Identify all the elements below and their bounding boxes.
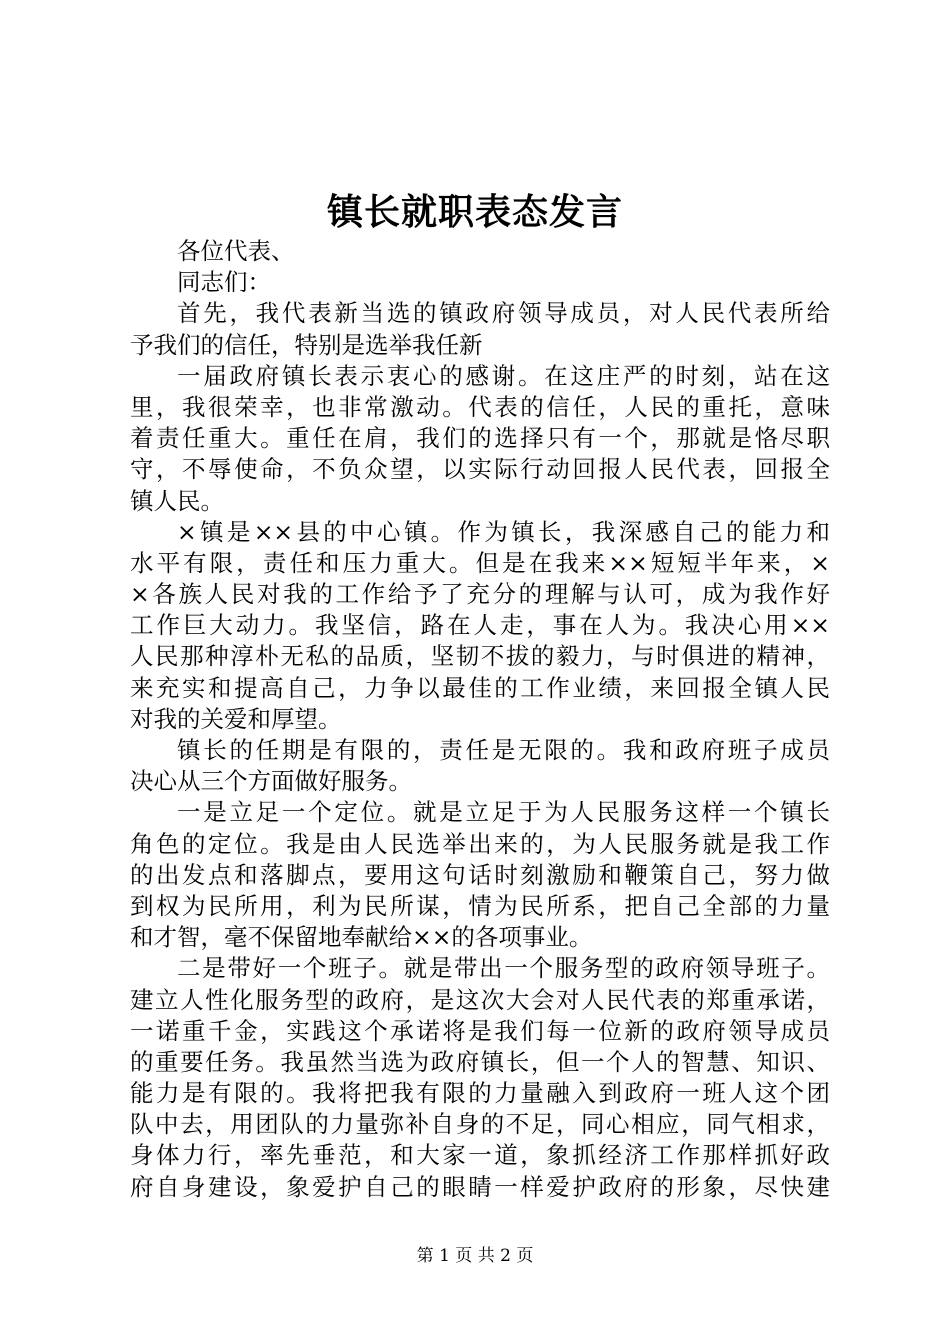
body-line: 来充实和提高自己，力争以最佳的工作业绩，来回报全镇人民 xyxy=(130,673,830,702)
document-body xyxy=(130,236,830,1203)
body-line: 各位代表、 xyxy=(177,237,295,265)
body-line: 着责任重大。重任在肩，我们的选择只有一个，那就是恪尽职 xyxy=(130,424,830,453)
body-line: 里，我很荣幸，也非常激动。代表的信任，人民的重托，意味 xyxy=(130,392,830,421)
body-line: 予我们的信任，特别是选举我任新 xyxy=(130,330,483,359)
body-line: 的重要任务。我虽然当选为政府镇长，但一个人的智慧、知识、 xyxy=(130,1047,830,1076)
body-line: 一届政府镇长表示衷心的感谢。在这庄严的时刻，站在这 xyxy=(177,361,830,390)
body-line: 的出发点和落脚点，要用这句话时刻激励和鞭策自己，努力做 xyxy=(130,860,830,889)
body-line: 人民那种淳朴无私的品质，坚韧不拔的毅力，与时俱进的精神， xyxy=(130,642,830,671)
body-line: 身体力行，率先垂范，和大家一道，象抓经济工作那样抓好政 xyxy=(130,1141,830,1170)
body-line: 水平有限，责任和压力重大。但是在我来××短短半年来，× xyxy=(130,548,830,577)
body-line: 对我的关爱和厚望。 xyxy=(130,704,342,733)
body-line: 队中去，用团队的力量弥补自身的不足，同心相应，同气相求， xyxy=(130,1110,830,1139)
body-line: ×各族人民对我的工作给予了充分的理解与认可，成为我作好 xyxy=(130,580,830,609)
body-line: 角色的定位。我是由人民选举出来的，为人民服务就是我工作 xyxy=(130,829,830,858)
body-line: ×镇是××县的中心镇。作为镇长，我深感自己的能力和 xyxy=(177,517,830,546)
body-line: 决心从三个方面做好服务。 xyxy=(130,767,412,796)
body-line: 守，不辱使命，不负众望，以实际行动回报人民代表，回报全 xyxy=(130,455,830,484)
page-footer: 第 1 页 共 2 页 xyxy=(416,1246,534,1266)
body-line: 一是立足一个定位。就是立足于为人民服务这样一个镇长 xyxy=(177,798,830,827)
body-line: 一诺重千金，实践这个承诺将是我们每一位新的政府领导成员 xyxy=(130,1016,830,1045)
body-line: 到权为民所用，利为民所谋，情为民所系，把自己全部的力量 xyxy=(130,891,830,920)
body-line: 能力是有限的。我将把我有限的力量融入到政府一班人这个团 xyxy=(130,1079,830,1108)
body-line: 镇人民。 xyxy=(130,486,224,515)
body-line: 建立人性化服务型的政府，是这次大会对人民代表的郑重承诺， xyxy=(130,985,830,1014)
body-line: 和才智，毫不保留地奉献给××的各项事业。 xyxy=(130,923,593,952)
body-line: 府自身建设，象爱护自己的眼睛一样爱护政府的形象，尽快建 xyxy=(130,1172,830,1201)
body-line: 工作巨大动力。我坚信，路在人走，事在人为。我决心用×× xyxy=(130,611,830,640)
body-line: 首先，我代表新当选的镇政府领导成员，对人民代表所给 xyxy=(177,299,830,328)
document-title: 镇长就职表态发言 xyxy=(326,191,623,233)
body-line: 二是带好一个班子。就是带出一个服务型的政府领导班子。 xyxy=(177,954,830,983)
body-line: 镇长的任期是有限的，责任是无限的。我和政府班子成员 xyxy=(177,736,830,764)
body-line: 同志们： xyxy=(177,268,271,297)
